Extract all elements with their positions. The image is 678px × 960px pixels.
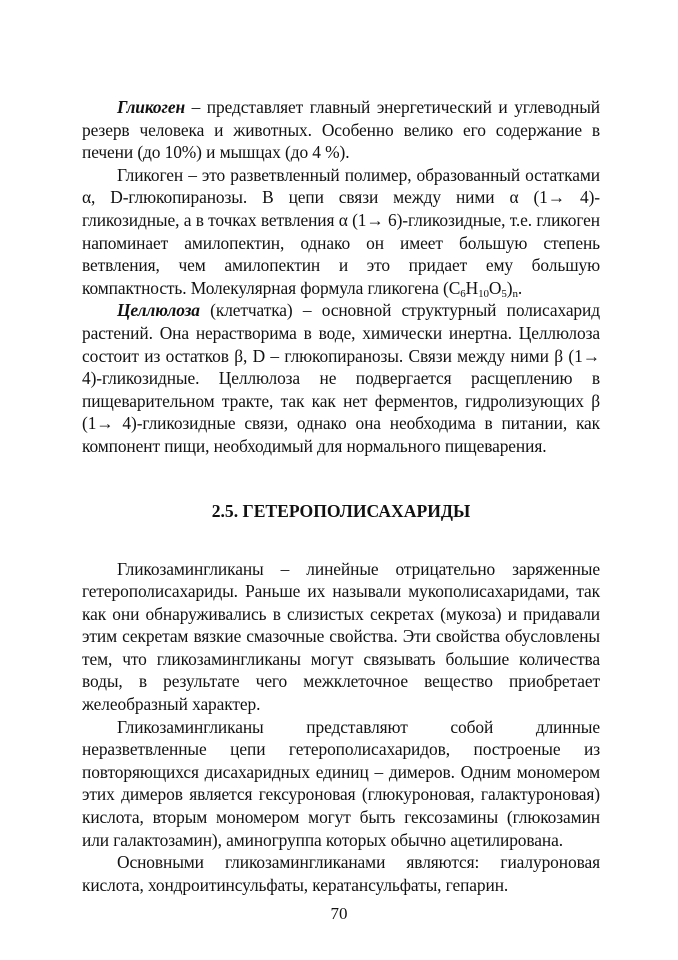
formula-subscript: n [512,287,518,300]
formula-part: ) [506,277,513,298]
paragraph-text: (клетчатка) – основной структурный полисахарид растений. Она нерастворима в воде, химически инертна. Целлюлоза состоит из остатков β, D – глюкопиранозы. Связи между ними β (1→ 4)-гликозидные. Целлюлоза не подвергается расщеплению в пищеварительном тракте, так как нет ферментов, гидролизующих β (1→ 4)-гликозидные связи, однако она необходима в питании, как компонент пищи, необходимый для нормального пищеварения. [82,300,600,456]
paragraph-glycosaminoglycans-definition: Гликозамингликаны – линейные отрицательно заряженные гетерополисахариды. Раньше их называли мукополисахаридами, так как они обнаруживались в слизистых секретах (мукоза) и придавали этим секретам вязкие смазочные свойства. Эти свойства обусловлены тем, что гликозамингликаны могут связывать большие количества воды, в результате чего межклеточное вещество приобретает желеобразный характер. [82,558,600,715]
paragraph-glycosaminoglycans-list: Основными гликозамингликанами являются: гиалуроновая кислота, хондроитинсульфаты, кератансульфаты, гепарин. [82,852,600,895]
page-number: 70 [330,904,348,923]
paragraph-glycosaminoglycans-structure: Гликозамингликаны представляют собой длинные неразветвленные цепи гетерополисахаридов, построеные из повторяющихся дисахаридных единиц – димеров. Одним мономером этих димеров является гексуроновая (глюкуроновая, галактуроновая) кислота, вторым мономером могут быть гексозамины (глюкозамин или галактозамин), аминогруппа которых обычно ацетилирована. [82,716,600,850]
term-cellulose: Целлюлоза [117,300,200,321]
page-body [82,96,600,896]
formula-part: O [488,277,502,298]
formula-end: . [517,277,523,298]
formula-subscript: 10 [478,287,489,300]
formula-subscript: 5 [501,287,507,300]
paragraph-cellulose [82,299,600,457]
paragraph-text: Гликоген – это разветвленный полимер, образованный остатками α, D-глюкопиранозы. В цепи связи между ними α (1→ 4)-гликозидные, а в точках ветвления α (1→ 6)-гликозидные, т.е. гликоген напоминает амилопектин, однако он имеет большую степень ветвления, чем амилопектин и это придает ему большую компактность. Молекулярная формула гликогена (C [82,164,600,298]
paragraph-text: – представляет главный энергетический и углеводный резерв человека и животных. Особенно велико его содержание в печени (до 10%) и мышцах (до 4 %). [82,97,600,163]
paragraph-glycogen-structure [82,164,600,300]
paragraph-glycogen-intro [82,96,600,164]
term-glycogen: Гликоген [117,97,186,117]
section-title: 2.5. ГЕТЕРОПОЛИСАХАРИДЫ [211,500,471,521]
formula-subscript: 6 [460,287,466,300]
formula-part: H [465,277,479,298]
